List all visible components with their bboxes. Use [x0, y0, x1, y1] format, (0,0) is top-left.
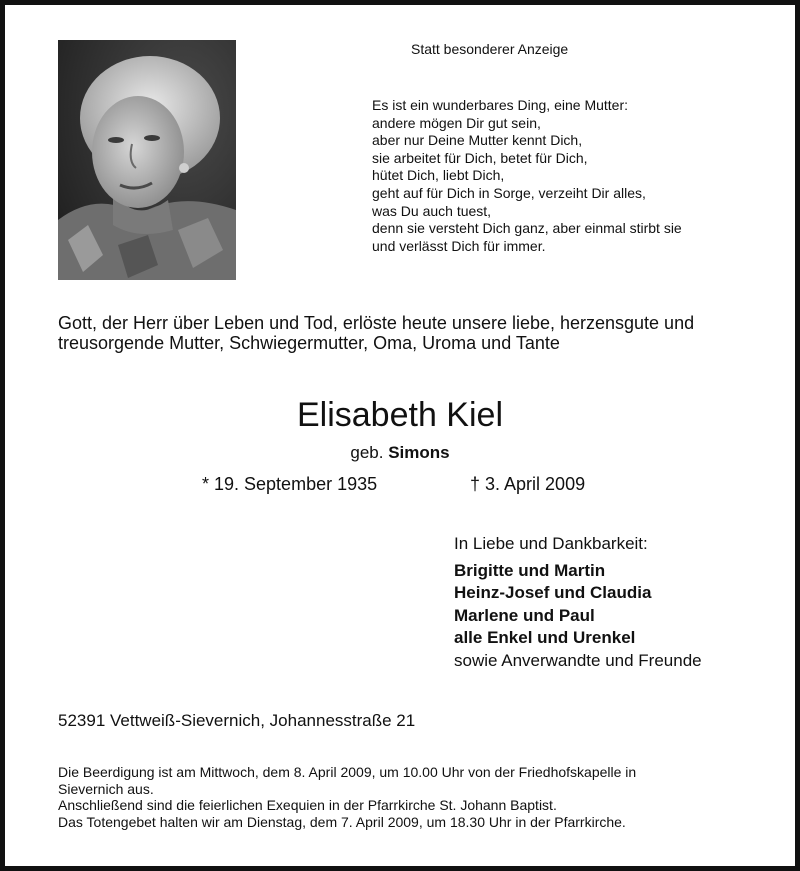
death-date: † 3. April 2009 — [470, 474, 586, 494]
poem-line: aber nur Deine Mutter kennt Dich, — [372, 132, 583, 149]
mourners-closing: sowie Anverwandte und Freunde — [454, 650, 702, 670]
poem-line: andere mögen Dir gut sein, — [372, 114, 541, 131]
poem-line: hütet Dich, liebt Dich, — [372, 167, 505, 184]
funeral-line: Anschließend sind die feierlichen Exequien in der Pfarrkirche St. Johann Baptist. — [58, 797, 557, 814]
intro-line: Gott, der Herr über Leben und Tod, erlöste heute unsere liebe, herzensgute und — [58, 313, 695, 333]
mourner-name: Brigitte und Martin — [454, 560, 606, 580]
deceased-name: Elisabeth Kiel — [296, 396, 503, 434]
poem — [372, 97, 682, 255]
poem-line: sie arbeitet für Dich, betet für Dich, — [372, 149, 588, 166]
address: 52391 Vettweiß-Sievernich, Johannesstraße 21 — [58, 711, 416, 730]
poem-line: geht auf für Dich in Sorge, verzeiht Dir alles, — [372, 184, 646, 201]
poem-line: Es ist ein wunderbares Ding, eine Mutter: — [372, 97, 629, 113]
funeral-notes — [58, 764, 636, 830]
birth-name — [0, 443, 800, 463]
intro-line: treusorgende Mutter, Schwiegermutter, Oma, Uroma und Tante — [58, 333, 560, 353]
intro-text — [58, 313, 694, 353]
funeral-line: Das Totengebet halten wir am Dienstag, dem 7. April 2009, um 18.30 Uhr in der Pfarrkirche. — [58, 813, 626, 830]
mourner-name: alle Enkel und Urenkel — [454, 628, 636, 647]
header-note: Statt besonderer Anzeige — [411, 41, 569, 57]
birth-prefix: geb. — [350, 443, 384, 462]
birth-surname: Simons — [388, 443, 450, 462]
funeral-line: Die Beerdigung ist am Mittwoch, dem 8. April 2009, um 10.00 Uhr von der Friedhofskapelle in — [58, 764, 637, 780]
funeral-line: Sievernich aus. — [58, 780, 154, 797]
portrait-photo — [58, 40, 236, 280]
poem-line: und verlässt Dich für immer. — [372, 237, 546, 254]
mourners-block — [454, 533, 702, 672]
poem-line: was Du auch tuest, — [372, 202, 492, 219]
mourner-name: Marlene und Paul — [454, 605, 595, 625]
birth-date: * 19. September 1935 — [202, 474, 378, 494]
mourners-heading: In Liebe und Dankbarkeit: — [454, 534, 648, 553]
mourner-name: Heinz-Josef und Claudia — [454, 583, 652, 602]
poem-line: denn sie versteht Dich ganz, aber einmal stirbt sie — [372, 220, 682, 237]
